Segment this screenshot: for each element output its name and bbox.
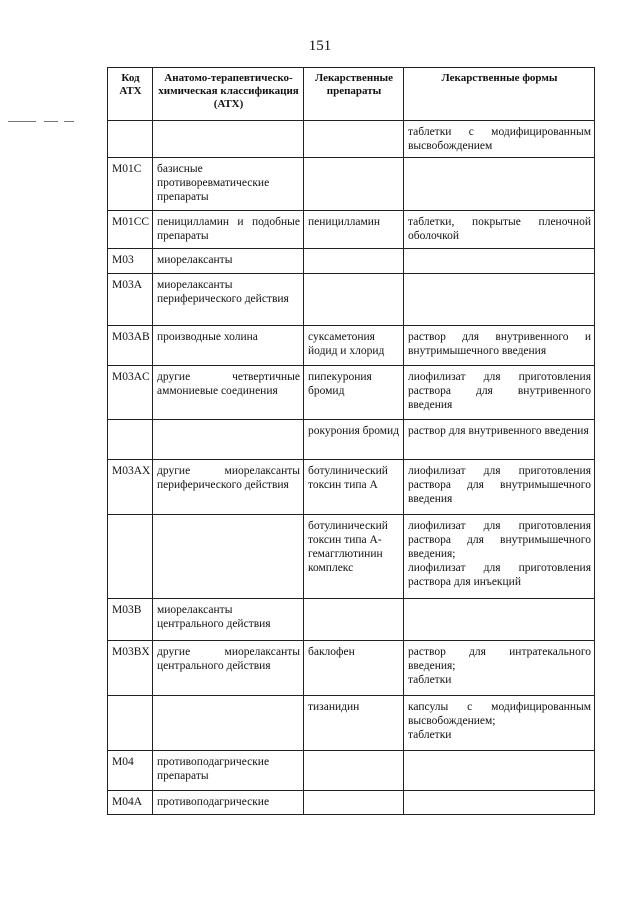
row-code xyxy=(108,515,153,599)
row-classification: пеницилламин и подобные препараты xyxy=(153,211,304,249)
row-code: M03AX xyxy=(108,460,153,515)
table-row xyxy=(108,460,595,515)
header-forms: Лекарственные формы xyxy=(404,68,595,121)
table-row xyxy=(108,121,595,158)
row-drug xyxy=(304,121,404,158)
row-drug: суксаметония йодид и хлорид xyxy=(304,326,404,366)
row-forms: таблетки с модифицированным высвобождением xyxy=(404,121,595,158)
header-code: Код АТХ xyxy=(108,68,153,121)
row-code: M04A xyxy=(108,791,153,815)
table-row xyxy=(108,420,595,460)
row-drug: рокурония бромид xyxy=(304,420,404,460)
row-code: M03BX xyxy=(108,641,153,696)
row-classification xyxy=(153,515,304,599)
row-classification xyxy=(153,420,304,460)
row-code xyxy=(108,420,153,460)
table-row xyxy=(108,641,595,696)
table-row xyxy=(108,696,595,751)
row-drug: ботулинический токсин типа A xyxy=(304,460,404,515)
atc-drug-table xyxy=(107,67,595,815)
row-forms xyxy=(404,249,595,274)
table-row xyxy=(108,515,595,599)
row-forms xyxy=(404,751,595,791)
row-classification: миорелаксанты центрального действия xyxy=(153,599,304,641)
row-classification: другие миорелаксанты периферического действия xyxy=(153,460,304,515)
table-row xyxy=(108,211,595,249)
row-classification: противоподагрические препараты xyxy=(153,751,304,791)
row-drug xyxy=(304,249,404,274)
table-row xyxy=(108,326,595,366)
row-drug xyxy=(304,274,404,326)
forms-text: лиофилизат для приготовления раствора для внутримышечного введения; лиофилизат для приготовления раствора для инъекций xyxy=(408,520,591,588)
table-row xyxy=(108,599,595,641)
row-forms: раствор для внутривенного введения xyxy=(404,420,595,460)
row-code: M03A xyxy=(108,274,153,326)
table-row xyxy=(108,274,595,326)
row-classification: миорелаксанты периферического действия xyxy=(153,274,304,326)
row-code: M03B xyxy=(108,599,153,641)
row-forms xyxy=(404,641,595,696)
page-number: 151 xyxy=(308,38,332,54)
row-classification: другие четвертичные аммониевые соединения xyxy=(153,366,304,420)
table-row xyxy=(108,791,595,815)
row-drug: баклофен xyxy=(304,641,404,696)
row-code xyxy=(108,696,153,751)
table-row xyxy=(108,249,595,274)
row-drug: ботулинический токсин типа A-гемагглютинин комплекс xyxy=(304,515,404,599)
table-row xyxy=(108,158,595,211)
row-drug xyxy=(304,791,404,815)
margin-scan-mark xyxy=(64,121,74,122)
row-code: M03 xyxy=(108,249,153,274)
row-code: M01C xyxy=(108,158,153,211)
row-forms: лиофилизат для приготовления раствора для внутривенного введения xyxy=(404,366,595,420)
row-classification xyxy=(153,121,304,158)
margin-scan-mark xyxy=(44,121,58,122)
row-drug xyxy=(304,751,404,791)
row-drug xyxy=(304,599,404,641)
row-forms: лиофилизат для приготовления раствора для внутримышечного введения xyxy=(404,460,595,515)
margin-scan-mark xyxy=(8,121,36,122)
row-code: M03AC xyxy=(108,366,153,420)
row-code: M03AB xyxy=(108,326,153,366)
forms-text: капсулы с модифицированным высвобождением; таблетки xyxy=(408,701,591,741)
row-code: M01CC xyxy=(108,211,153,249)
row-forms xyxy=(404,158,595,211)
row-forms xyxy=(404,599,595,641)
row-classification: производные холина xyxy=(153,326,304,366)
row-code xyxy=(108,121,153,158)
row-drug: пипекурония бромид xyxy=(304,366,404,420)
row-classification: другие миорелаксанты центрального действия xyxy=(153,641,304,696)
row-classification: базисные противоревматические препараты xyxy=(153,158,304,211)
row-drug: тизанидин xyxy=(304,696,404,751)
row-forms xyxy=(404,696,595,751)
header-drugs: Лекарственные препараты xyxy=(304,68,404,121)
row-forms: раствор для внутривенного и внутримышечного введения xyxy=(404,326,595,366)
forms-text: раствор для интратекального введения; таблетки xyxy=(408,646,591,686)
table-header-row xyxy=(108,68,595,121)
row-classification xyxy=(153,696,304,751)
row-code: M04 xyxy=(108,751,153,791)
row-drug: пеницилламин xyxy=(304,211,404,249)
table-row xyxy=(108,751,595,791)
header-classification: Анатомо-терапевтическо-химическая классификация (АТХ) xyxy=(153,68,304,121)
row-forms xyxy=(404,791,595,815)
row-forms xyxy=(404,274,595,326)
table-row xyxy=(108,366,595,420)
row-forms xyxy=(404,515,595,599)
row-drug xyxy=(304,158,404,211)
row-classification: противоподагрические xyxy=(153,791,304,815)
row-forms: таблетки, покрытые пленочной оболочкой xyxy=(404,211,595,249)
row-classification: миорелаксанты xyxy=(153,249,304,274)
